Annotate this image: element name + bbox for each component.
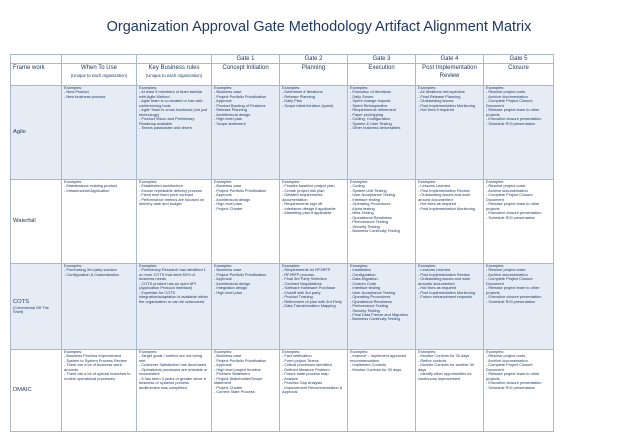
- examples-label: Examples:: [282, 349, 301, 354]
- cell-item: - Improve – Implement approved recommendation: [350, 353, 408, 363]
- cell-item: - Executive closure presentation: [486, 380, 542, 386]
- cell-item: - Critical processes identified: [282, 362, 332, 368]
- blank-header-cell: [62, 55, 137, 64]
- examples-label: Examples:: [418, 179, 437, 184]
- cell-item: - Architectural design: [214, 196, 251, 202]
- gate2-cell: [280, 264, 348, 350]
- cell-item: - Executive closure presentation: [486, 116, 542, 122]
- key-rules-subtitle: (Unique to each organization): [145, 73, 203, 78]
- gate3-cell: [348, 264, 416, 350]
- cell-item: - Product Training: [282, 294, 313, 300]
- cell-item: - Product Vision and Preliminary Roadmap available: [139, 116, 196, 126]
- cell-item: - Business case: [214, 353, 242, 359]
- cell-item: - Complete Project Closure Document: [486, 276, 534, 286]
- cell-item: - Performance Testing: [350, 219, 388, 225]
- cell-item: - Monitor Controls for 30 days: [350, 366, 402, 372]
- gate1-cell: [212, 86, 280, 180]
- cell-item: - Future state process map: [282, 371, 329, 377]
- cell-item: - Interface testing: [350, 285, 381, 291]
- cell-item: - User Acceptance Testing: [350, 289, 396, 295]
- cell-item: - Operational Readiness: [350, 298, 392, 304]
- cell-item: - Target goals / metrics are not being met: [139, 353, 204, 363]
- cell-item: - Complete Project Closure Document: [486, 362, 534, 372]
- cell-item: - Executive closure presentation: [486, 294, 542, 300]
- cell-item: - Monitor Controls for 30 days: [418, 353, 470, 359]
- cell-item: - Resolve project costs: [486, 89, 526, 95]
- framework-label-cell: [11, 264, 62, 350]
- framework-row-dmaic: [11, 350, 554, 432]
- cell-item: - Coding: [350, 183, 365, 189]
- when-to-use-cell: [62, 86, 137, 180]
- cell-item: - Software Hardware Purchase: [282, 285, 336, 291]
- cell-item: - Interfaces design if applicable: [282, 205, 336, 211]
- cell-item: - Architectural design: [214, 111, 251, 117]
- cell-item: - Final Release Planning: [418, 93, 461, 99]
- cell-item: - Identify other opportunities for continuous improvement: [418, 371, 473, 381]
- gate2-cell: [280, 86, 348, 180]
- cell-item: - Agile Team is cross functional (not just technology): [139, 107, 209, 117]
- cell-item: - It has been 3 years or greater since a business or systems process audit/review was completed: [139, 375, 207, 390]
- alignment-matrix: [10, 54, 554, 432]
- cell-item: - Expertise for COTS integration/adaptation is available within the organization or can be outsourced: [139, 289, 209, 304]
- cell-item: - Coding, Configuration: [350, 116, 391, 122]
- key-rules-cell: [137, 350, 212, 432]
- cell-item: - Archive documentation: [486, 93, 528, 99]
- examples-label: Examples:: [214, 263, 233, 268]
- examples-label: Examples:: [350, 179, 369, 184]
- cell-item: - Customer Satisfaction has decreased: [139, 362, 207, 368]
- examples-label: Examples:: [486, 349, 505, 354]
- gate3-cell: [348, 86, 416, 180]
- gate-name: Closure: [484, 64, 554, 86]
- framework-label: Agile: [11, 86, 62, 180]
- cell-item: - Release Planning: [214, 107, 247, 113]
- cell-item: - Archive documentation: [486, 357, 528, 363]
- examples-label: Examples:: [139, 263, 158, 268]
- cell-item: - Scope statement: [214, 120, 246, 126]
- cell-item: - Integration design: [214, 285, 248, 291]
- cell-item: - Data Transformation Mapping: [282, 303, 336, 309]
- key-rules-cell: [137, 86, 212, 180]
- blank-header-cell: [11, 55, 62, 64]
- examples-label: Examples:: [139, 85, 158, 90]
- cell-item: - Outstanding issues and work around documented: [418, 192, 472, 202]
- when-to-use-title: When To Use: [81, 65, 117, 71]
- cell-item: - Determine # Iterations: [282, 89, 323, 95]
- cell-item: - Monitor Controls for another 30 days: [418, 362, 476, 372]
- cell-item: - Maintenance existing product: [64, 183, 117, 189]
- cell-item: - Product Backlog of Features: [214, 102, 266, 108]
- cell-item: - Outstanding issues: [418, 98, 454, 104]
- cell-item: - Fixed time fixed price contract: [139, 192, 194, 198]
- gate-number: Gate 2: [280, 55, 348, 64]
- cell-item: - Resolve project costs: [486, 267, 526, 273]
- cell-item: - Teams passionate and driven: [139, 125, 192, 131]
- examples-label: Examples:: [214, 179, 233, 184]
- cell-item: - Execution of Iterations: [350, 89, 391, 95]
- gate-number: Gate 3: [348, 55, 416, 64]
- cell-item: - Data Migration: [350, 276, 378, 282]
- cell-item: - Project Portfolio Prioritization: [214, 357, 267, 363]
- cell-item: - Refinement of plan with 3rd Party: [282, 298, 342, 304]
- cell-item: - Architectural design: [214, 280, 251, 286]
- cell-item: - High level plan: [214, 116, 242, 122]
- framework-row-agile: [11, 86, 554, 180]
- gate5-cell: [484, 350, 554, 432]
- examples-label: Examples:: [64, 85, 83, 90]
- cell-item: - Project Portfolio Prioritization: [214, 271, 267, 277]
- cell-item: - Complete Project Closure Document: [486, 192, 534, 202]
- cell-item: - Contract Negotiations: [282, 280, 322, 286]
- cell-item: - Schedule ROI presentation: [486, 214, 536, 220]
- cell-item: - All Iterations retrospective: [418, 89, 465, 95]
- when-to-use-cell: [62, 350, 137, 432]
- cell-item: - Process Gap Analysis: [282, 380, 323, 386]
- cell-item: - Established architecture: [139, 183, 183, 189]
- cell-item: - Hot fixes as required: [418, 201, 457, 207]
- gate1-cell: [212, 180, 280, 264]
- cell-item: - High level project timeline: [214, 366, 261, 372]
- cell-item: - Project Stakeholder/Scope statement: [214, 375, 264, 386]
- cell-item: - Known repeatable delivery process: [139, 187, 202, 193]
- cell-item: - Release project team to other projects: [486, 201, 541, 211]
- cell-item: - Schedule ROI presentation: [486, 298, 536, 304]
- gate-name: Post Implementation Review: [416, 64, 484, 86]
- cell-item: - Implement Controls: [350, 362, 387, 368]
- cell-item: - Archive documentation: [486, 187, 528, 193]
- examples-label: Examples:: [282, 85, 301, 90]
- column-header-row: [11, 64, 554, 86]
- cell-item: - Operational Readiness: [350, 214, 392, 220]
- framework-label: COTS: [13, 298, 30, 305]
- cell-item: - Preliminary Research has identified 1 or more COTS that meet 60% of business needs: [139, 267, 207, 282]
- cell-item: - Requirements for RFI/RFP: [282, 267, 331, 273]
- cell-item: - There are a lot of business work arounds: [64, 362, 123, 372]
- key-rules-cell: [137, 180, 212, 264]
- cell-item: - Kickoff with 3rd party: [282, 289, 321, 295]
- framework-label: Waterfall: [11, 180, 62, 264]
- cell-item: - Detailed requirements documentation: [282, 192, 324, 202]
- cell-item: - Business Continuity Testing: [350, 316, 400, 322]
- cell-item: - Outstanding issues and work arounds documented: [418, 276, 472, 286]
- cell-item: - Custom Code: [350, 280, 377, 286]
- gate-name: Concept Initiation: [212, 64, 280, 86]
- cell-item: - At least 5 members of team familiar with Agile Method: [139, 89, 204, 99]
- gate-name: Execution: [348, 64, 416, 86]
- cell-item: - System & User Testing: [350, 120, 392, 126]
- cell-item: - Refine controls: [418, 357, 447, 363]
- gate1-cell: [212, 350, 280, 432]
- when-to-use-cell: [62, 264, 137, 350]
- gate-number-row: [11, 55, 554, 64]
- cell-item: - Other business deliverables: [350, 125, 401, 131]
- cell-item: - New business process: [64, 93, 106, 99]
- gate2-cell: [280, 180, 348, 264]
- cell-item: - Archive documentation: [486, 271, 528, 277]
- gate4-cell: [416, 264, 484, 350]
- cell-item: - COTS product has an open API (Application Protocol Interface): [139, 280, 197, 291]
- cell-item: - Post Implementation Review: [418, 187, 470, 193]
- cell-item: - Problem Statement: [214, 371, 250, 377]
- cell-item: - New Product: [64, 89, 89, 95]
- examples-label: Examples:: [282, 179, 301, 184]
- cell-item: - Schedule ROI presentation: [486, 384, 536, 390]
- cell-item: - Paper prototyping: [350, 111, 384, 117]
- blank-header-cell: [137, 55, 212, 64]
- examples-label: Examples:: [282, 263, 301, 268]
- cell-item: - Approval: [214, 98, 232, 104]
- framework-label-sub: (Commercial Off The Shelf): [13, 304, 51, 314]
- when-to-use-header: [62, 64, 137, 86]
- cell-item: - Operating Procedures: [350, 294, 391, 300]
- cell-item: - Release project team to other projects: [486, 371, 541, 381]
- gate5-cell: [484, 86, 554, 180]
- cell-item: - Future enhancement requests: [418, 294, 473, 300]
- gate-number: Gate 5: [484, 55, 554, 64]
- cell-item: - Daily Scrum: [350, 93, 374, 99]
- framework-label: DMAIC: [11, 350, 62, 432]
- cell-item: - Lessons Learned: [418, 267, 451, 273]
- cell-item: - Current State Process: [214, 389, 255, 395]
- examples-label: Examples:: [350, 349, 369, 354]
- gate-number: Gate 1: [212, 55, 280, 64]
- cell-item: - Requirements refinement: [350, 107, 397, 113]
- examples-label: Examples:: [64, 179, 83, 184]
- cell-item: - Schedule ROI presentation: [486, 120, 536, 126]
- cell-item: - Performance Testing: [350, 303, 388, 309]
- cell-item: - Create project risk plan: [282, 187, 325, 193]
- gate4-cell: [416, 350, 484, 432]
- cell-item: - Approval: [214, 276, 232, 282]
- examples-label: Examples:: [418, 85, 437, 90]
- gate2-cell: [280, 350, 348, 432]
- examples-label: Examples:: [214, 85, 233, 90]
- cell-item: - Release project team to other projects: [486, 107, 541, 117]
- cell-item: - Project Charter: [214, 384, 243, 390]
- cell-item: - Beta Testing: [350, 210, 374, 216]
- cell-item: - Release project team to other projects: [486, 285, 541, 295]
- cell-item: - Sprint Retrospective: [350, 102, 388, 108]
- examples-label: Examples:: [418, 349, 437, 354]
- cell-item: - Purchasing 3rd party solution: [64, 267, 117, 273]
- cell-item: - Security Testing: [350, 307, 380, 313]
- gate4-cell: [416, 86, 484, 180]
- cell-item: - Configuration: [350, 271, 376, 277]
- gate3-cell: [348, 350, 416, 432]
- cell-item: - RFI/RFP process: [282, 271, 315, 277]
- gate1-cell: [212, 264, 280, 350]
- cell-item: - Business case: [214, 267, 242, 273]
- cell-item: - Defined Measure Problem: [282, 366, 330, 372]
- gate3-cell: [348, 180, 416, 264]
- framework-row-cots: [11, 264, 554, 350]
- key-rules-header: [137, 64, 212, 86]
- gate-number: Gate 4: [416, 55, 484, 64]
- cell-item: - System to System Process Review: [64, 357, 127, 363]
- cell-item: - Installation: [350, 267, 371, 273]
- cell-item: - Project Portfolio Prioritization: [214, 187, 267, 193]
- cell-item: - Complete Project Closure Document: [486, 98, 534, 108]
- cell-item: - Fact verification: [282, 353, 312, 359]
- cell-item: - Hot fixes if required: [418, 107, 454, 113]
- cell-item: - Project Portfolio Prioritization: [214, 93, 267, 99]
- key-rules-title: Key Business rules: [148, 65, 200, 71]
- page-title: Organization Approval Gate Methodology Artifact Alignment Matrix: [106, 19, 532, 35]
- cell-item: - Approval: [214, 192, 232, 198]
- cell-item: - Marketing plan if applicable: [282, 210, 332, 216]
- examples-label: Examples:: [486, 179, 505, 184]
- examples-label: Examples:: [139, 179, 158, 184]
- cell-item: - Daily Plan: [282, 98, 302, 104]
- cell-item: - High level plan: [214, 289, 242, 295]
- examples-label: Examples:: [350, 263, 369, 268]
- when-to-use-subtitle: (Unique to each organization): [70, 73, 128, 78]
- cell-item: - Improvement Recommendation & Approval: [282, 384, 344, 395]
- examples-label: Examples:: [214, 349, 233, 354]
- gate5-cell: [484, 264, 554, 350]
- examples-label: Examples:: [139, 349, 158, 354]
- cell-item: - Business Continuity Testing: [350, 227, 400, 233]
- cell-item: - Lessons Learned: [418, 183, 451, 189]
- key-rules-cell: [137, 264, 212, 350]
- gate4-cell: [416, 180, 484, 264]
- cell-item: - Form project Teams: [282, 357, 319, 363]
- gate-name: Planning: [280, 64, 348, 86]
- cell-item: - Post Implementation Monitoring: [418, 102, 476, 108]
- cell-item: - High level plan: [214, 201, 242, 207]
- examples-label: Examples:: [418, 263, 437, 268]
- cell-item: - Performance metrics are focused on delivery date and budget: [139, 196, 206, 207]
- cell-item: - Requirements sign off: [282, 201, 323, 207]
- cell-item: - Operational processes are unstable or inconsistent: [139, 366, 209, 377]
- cell-item: - User Acceptance Testing: [350, 192, 396, 198]
- cell-item: - Business Process Improvement: [64, 353, 122, 359]
- examples-label: Examples:: [350, 85, 369, 90]
- cell-item: - Agile team is co-located or has web conferencing tools: [139, 98, 204, 108]
- cell-item: - Business case: [214, 89, 242, 95]
- cell-item: - Executive closure presentation: [486, 210, 542, 216]
- framework-row-waterfall: [11, 180, 554, 264]
- cell-item: - Analyze: [282, 375, 299, 381]
- cell-item: - Post Implementation Monitoring: [418, 289, 476, 295]
- cell-item: - Sprint change request: [350, 98, 391, 104]
- cell-item: - Operating Procedures: [350, 201, 391, 207]
- examples-label: Examples:: [486, 85, 505, 90]
- gate5-cell: [484, 180, 554, 264]
- cell-item: - Post Implementation Monitoring: [418, 205, 476, 211]
- cell-item: - Post Implementation Review: [418, 271, 470, 277]
- cell-item: - Configuration & Customization: [64, 271, 119, 277]
- cell-item: - Final Data Freeze and Migration: [350, 311, 408, 317]
- cell-item: - Scope initial iteration (sprint): [282, 102, 334, 108]
- cell-item: - Alpha testing: [350, 205, 375, 211]
- examples-label: Examples:: [64, 349, 83, 354]
- cell-item: - Release Planning: [282, 93, 315, 99]
- examples-label: Examples:: [64, 263, 83, 268]
- framework-header: Frame work: [11, 64, 62, 86]
- when-to-use-cell: [62, 180, 137, 264]
- cell-item: - Infrastructure/Application: [64, 187, 110, 193]
- cell-item: - System Unit Testing: [350, 187, 387, 193]
- cell-item: - Finalize baseline project plan: [282, 183, 335, 189]
- cell-item: - Resolve project costs: [486, 353, 526, 359]
- cell-item: - Hot fixes as required: [418, 285, 457, 291]
- cell-item: - Interface testing: [350, 196, 381, 202]
- cell-item: - Resolve project costs: [486, 183, 526, 189]
- cell-item: - There are a lot of special branches to routine operational processes: [64, 371, 132, 381]
- cell-item: - Approval: [214, 362, 232, 368]
- cell-item: - Final 3rd Party Selection: [282, 276, 327, 282]
- cell-item: - Security Testing: [350, 223, 380, 229]
- cell-item: - Business case: [214, 183, 242, 189]
- cell-item: - Project Charter: [214, 205, 243, 211]
- examples-label: Examples:: [486, 263, 505, 268]
